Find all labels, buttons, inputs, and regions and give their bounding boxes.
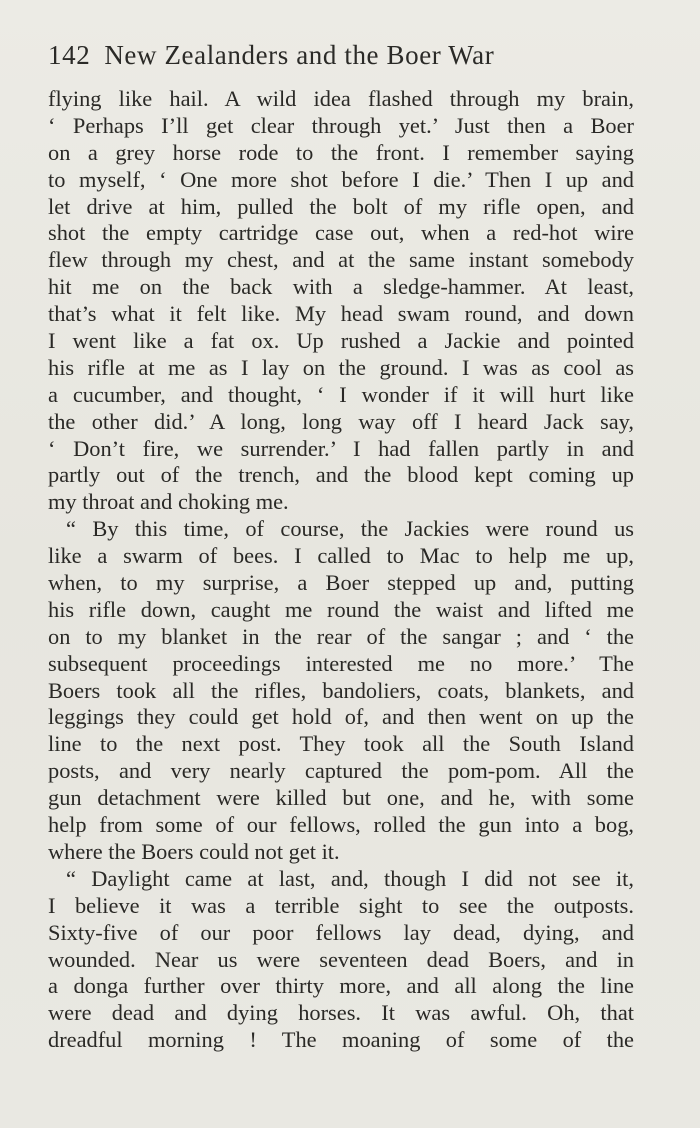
text-line: posts, and very nearly captured the pom-pom. All the	[48, 758, 634, 784]
text-line: flying like hail. A wild idea flashed through my brain,	[48, 86, 634, 111]
text-line: subsequent proceedings interested me no more.’ The	[48, 650, 634, 676]
body-text	[48, 86, 634, 1054]
text-line: his rifle down, caught me round the waist and lifted me	[48, 596, 634, 622]
text-line: gun detachment were killed but one, and he, with some	[48, 785, 634, 811]
text-line: ‘ Don’t fire, we surrender.’ I had fallen partly in and	[48, 435, 634, 461]
text-line: a donga further over thirty more, and all along the line	[48, 973, 634, 999]
text-line: ‘ Perhaps I’ll get clear through yet.’ Just then a Boer	[48, 112, 634, 138]
text-line: “ By this time, of course, the Jackies were round us	[66, 516, 634, 542]
text-line: Sixty-five of our poor fellows lay dead, dying, and	[48, 919, 634, 945]
text-line: Boers took all the rifles, bandoliers, coats, blankets, and	[48, 677, 634, 703]
text-line: when, to my surprise, a Boer stepped up and, putting	[48, 570, 634, 596]
text-line: on to my blanket in the rear of the sangar ; and ‘ the	[48, 623, 634, 649]
running-header	[48, 40, 608, 71]
page-number: 142	[48, 40, 91, 70]
text-line: wounded. Near us were seventeen dead Boers, and in	[48, 946, 634, 972]
text-line: flew through my chest, and at the same instant somebody	[48, 247, 634, 273]
text-line: my throat and choking me.	[48, 489, 289, 515]
text-line: a cucumber, and thought, ‘ I wonder if it will hurt like	[48, 381, 634, 407]
text-line: help from some of our fellows, rolled the gun into a bog,	[48, 812, 634, 838]
text-line: hit me on the back with a sledge-hammer. At least,	[48, 274, 634, 300]
text-line: line to the next post. They took all the South Island	[48, 731, 634, 757]
text-line: I believe it was a terrible sight to see the outposts.	[48, 892, 634, 918]
text-line: partly out of the trench, and the blood kept coming up	[48, 462, 634, 488]
text-line: like a swarm of bees. I called to Mac to help me up,	[48, 543, 634, 569]
text-line: I went like a fat ox. Up rushed a Jackie and pointed	[48, 328, 634, 354]
text-line: dreadful morning ! The moaning of some of the	[48, 1027, 634, 1053]
text-line: “ Daylight came at last, and, though I did not see it,	[66, 865, 634, 891]
text-line: where the Boers could not get it.	[48, 838, 340, 864]
text-line: let drive at him, pulled the bolt of my rifle open, and	[48, 193, 634, 219]
text-line: were dead and dying horses. It was awful. Oh, that	[48, 1000, 634, 1026]
running-title: New Zealanders and the Boer War	[104, 40, 495, 70]
text-line: that’s what it felt like. My head swam round, and down	[48, 301, 634, 327]
text-line: on a grey horse rode to the front. I remember saying	[48, 139, 634, 165]
text-line: the other did.’ A long, long way off I heard Jack say,	[48, 408, 634, 434]
text-line: shot the empty cartridge case out, when a red-hot wire	[48, 220, 634, 246]
text-line: his rifle at me as I lay on the ground. I was as cool as	[48, 354, 634, 380]
text-line: to myself, ‘ One more shot before I die.’ Then I up and	[48, 166, 634, 192]
text-line: leggings they could get hold of, and then went on up the	[48, 704, 634, 730]
